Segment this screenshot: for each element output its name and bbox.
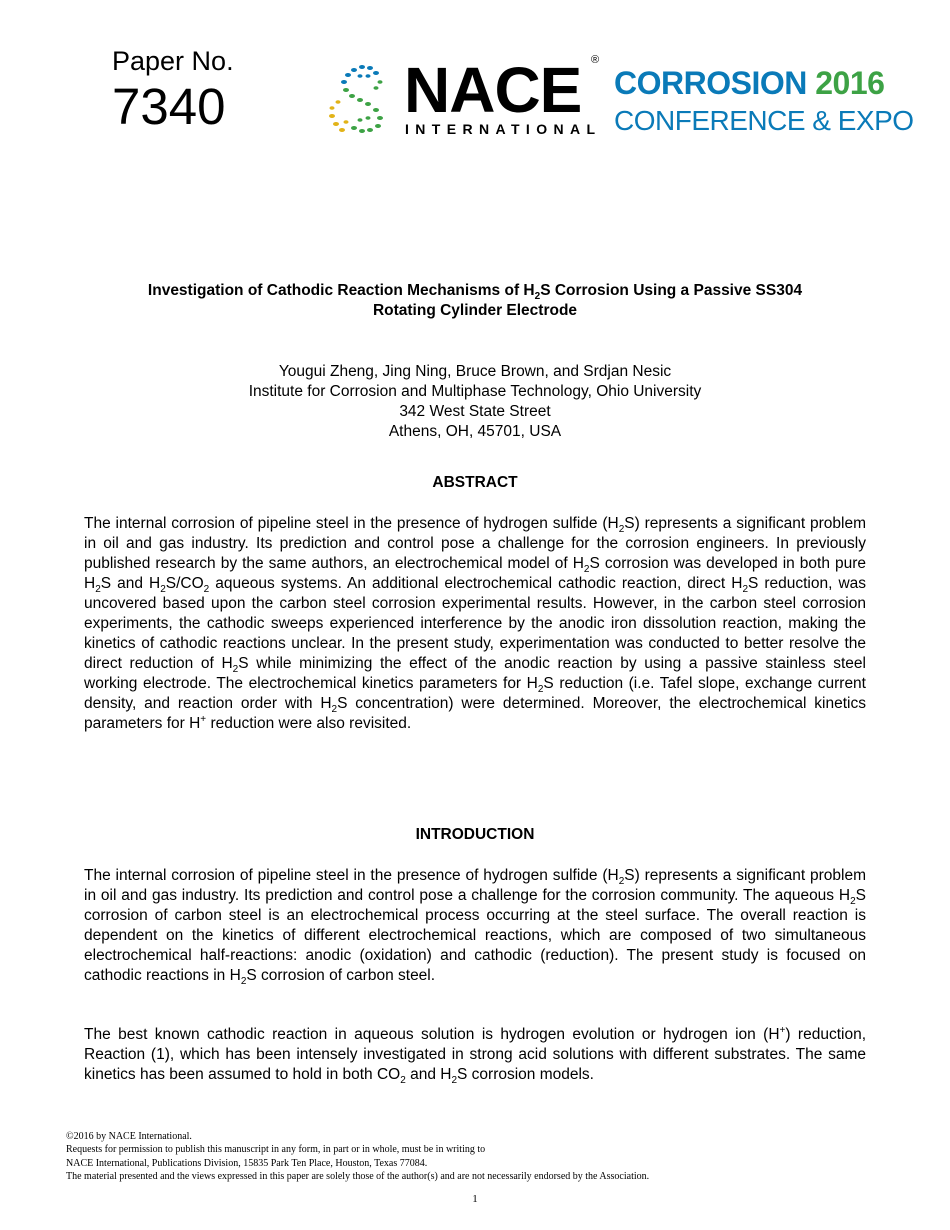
introduction-heading: INTRODUCTION xyxy=(415,826,535,843)
conference-subtitle: CONFERENCE & EXPO xyxy=(614,105,914,136)
copyright-footer xyxy=(66,1130,886,1183)
author-city: Athens, OH, 45701, USA xyxy=(388,423,562,440)
page-number: 1 xyxy=(472,1193,478,1205)
swirl-dots-green xyxy=(343,80,383,133)
swirl-dots-teal xyxy=(341,65,379,84)
author-institute: Institute for Corrosion and Multiphase Technology, Ohio University xyxy=(248,383,702,400)
footer-disclaimer: The material presented and the views expressed in this paper are solely those of the author(s) and are not necessarily endorsed by the Association. xyxy=(66,1170,650,1182)
introduction-paragraph-1: The internal corrosion of pipeline steel in the presence of hydrogen sulfide $(H_2S)$ represents a significant problem in oil and gas industry. Its prediction and control pose a challenge for the corrosion community. The aqueous $H_2S$ corrosion of carbon steel is an electrochemical process occurring at the steel surface. The overall reaction is dependent on the kinetics of different electrochemical reactions, which are composed of two simultaneous electrochemical half-reactions: anodic (oxidation) and cathodic (reduction). The present study is focused on cathodic reactions in $H_2S$ corrosion of carbon steel. xyxy=(84,867,866,988)
footer-permission: Requests for permission to publish this manuscript in any form, in part or in whole, must be in writing to xyxy=(66,1144,486,1156)
nace-international-label: INTERNATIONAL xyxy=(405,121,602,137)
conference-word: CORROSION xyxy=(614,65,807,101)
nace-wordmark: NACE xyxy=(404,54,582,126)
swirl-dots-gold xyxy=(329,100,349,132)
conference-year: 2016 xyxy=(815,65,885,101)
abstract-paragraph: The internal corrosion of pipeline steel in the presence of hydrogen sulfide $(H_2S)$ represents a significant problem in oil and gas industry. Its prediction and control pose a challenge for the corrosion engineers. In previously published research by the same authors, an electrochemical model of $H_2S$ corrosion was developed in both pure $H_2S$ and $H_2S/CO_2$ aqueous systems. An additional electrochemical cathodic reaction, direct $H_2S$ reduction, was uncovered based upon the carbon steel corrosion experimental results. However, in the carbon steel corrosion experiments, the cathodic sweeps experienced interference by the anodic iron dissolution reaction, making the kinetics of cathodic reactions unclear. In the present study, experimentation was conducted to better resolve the direct reduction of $H_2S$ while minimizing the effect of the anodic reaction by using a passive stainless steel working electrode. The electrochemical kinetics parameters for $H_2S$ reduction (i.e. Tafel slope, exchange current density, and reaction order with $H_2S$ concentration) were determined. Moreover, the electrochemical kinetics parameters for H+ reduction were also revisited. xyxy=(84,515,867,732)
introduction-paragraph-2: The best known cathodic reaction in aqueous solution is hydrogen evolution or hydrogen ion (H+) reduction, Reaction (1), which has been intensely investigated in strong acid solutions with different substrates. The same kinetics has been assumed to hold in both $CO_2$ and $H_2S$ corrosion models. xyxy=(84,1024,867,1087)
paper-number: 7340 xyxy=(112,78,226,135)
registered-mark: ® xyxy=(591,54,600,66)
author-names: Yougui Zheng, Jing Ning, Bruce Brown, and Srdjan Nesic xyxy=(278,363,672,380)
footer-address: NACE International, Publications Division, 15835 Park Ten Place, Houston, Texas 77084. xyxy=(66,1157,428,1169)
footer-copyright: ©2016 by NACE International. xyxy=(66,1131,192,1142)
abstract-heading: ABSTRACT xyxy=(432,474,518,491)
paper-number-label: Paper No. xyxy=(112,46,234,76)
author-block xyxy=(84,362,866,442)
paper-title: Investigation of Cathodic Reaction Mechanisms of $H_2S$ Corrosion Using a Passive SS304 Rotating Cylinder Electrode xyxy=(147,282,803,319)
nace-swirl-logo-icon xyxy=(324,58,404,138)
conference-title xyxy=(614,66,884,100)
author-street: 342 West State Street xyxy=(399,403,551,420)
